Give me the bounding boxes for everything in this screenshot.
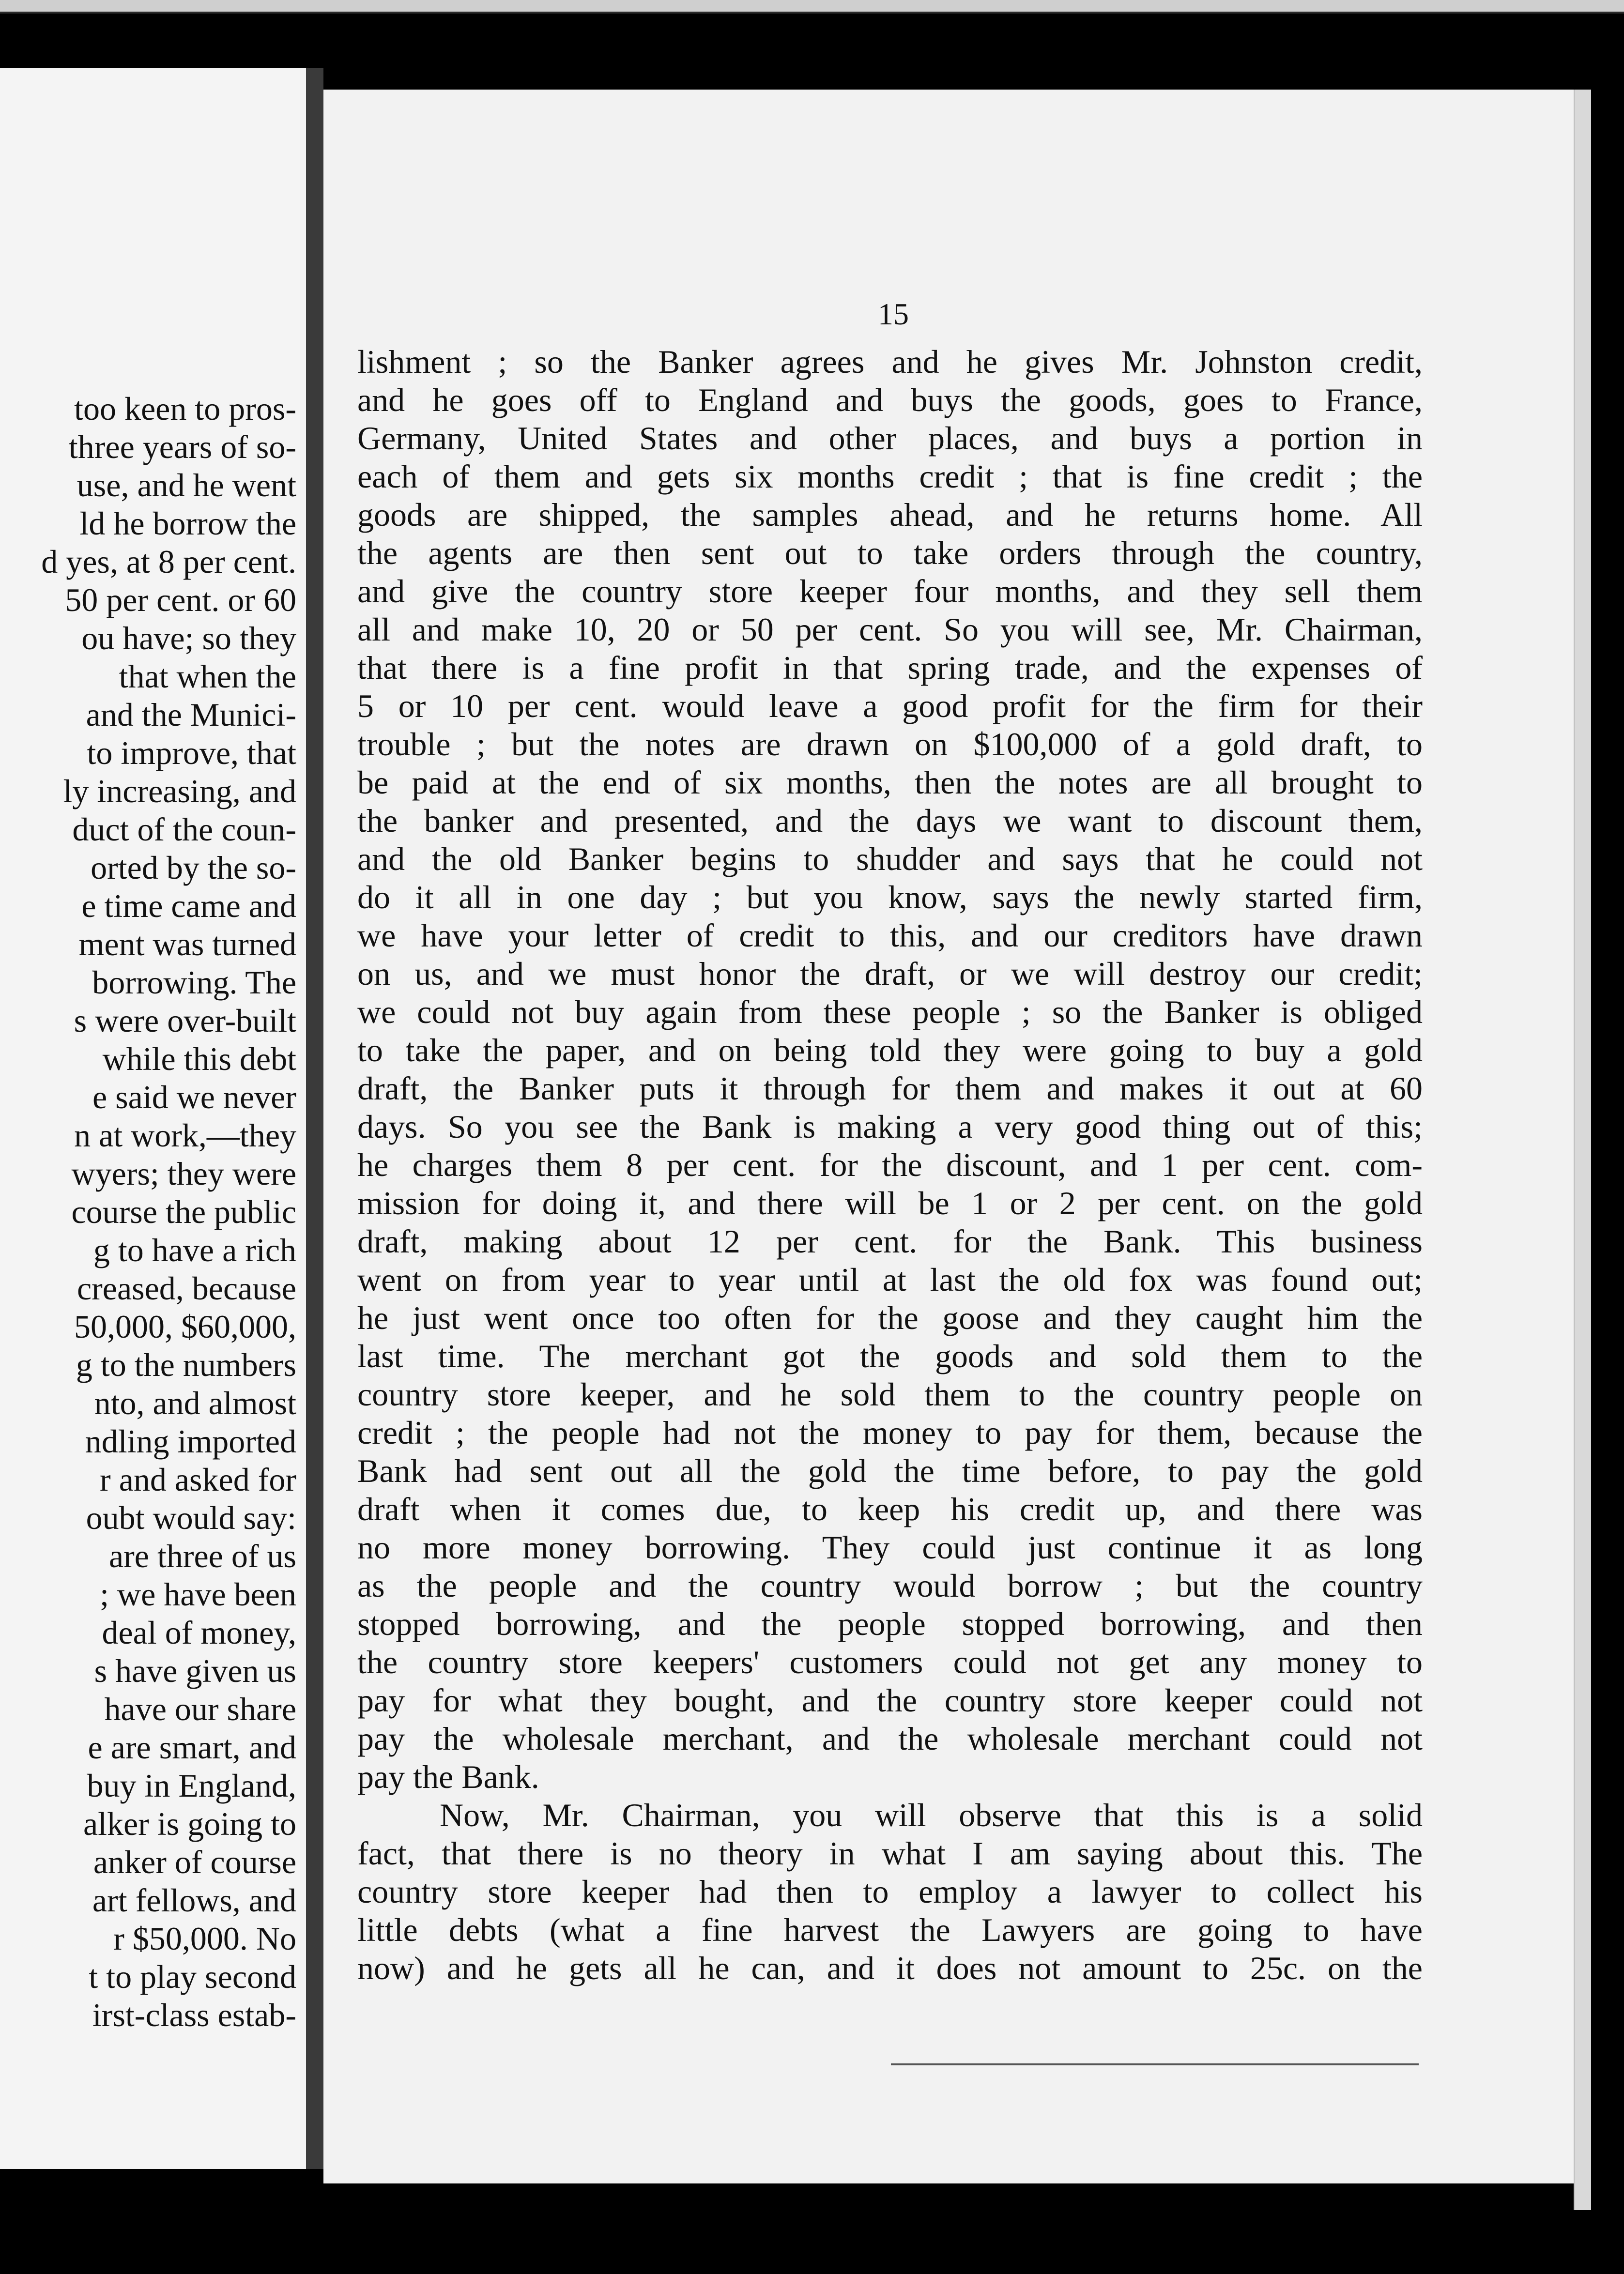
text-line: the country store keepers' customers could not get any money to xyxy=(357,1644,1423,1680)
text-line: be paid at the end of six months, then the notes are all brought to xyxy=(357,764,1423,801)
left-page-line: use, and he went xyxy=(77,467,296,504)
text-line: each of them and gets six months credit ; that is fine credit ; the xyxy=(357,458,1423,495)
left-page-line: three years of so- xyxy=(68,428,296,465)
text-line: goods are shipped, the samples ahead, and he returns home. All xyxy=(357,496,1423,533)
text-line: country store keeper had then to employ a lawyer to collect his xyxy=(357,1873,1423,1910)
left-page-line: oubt would say: xyxy=(86,1499,296,1536)
left-page-line: g to the numbers xyxy=(76,1346,296,1383)
left-page-line: are three of us xyxy=(108,1538,296,1574)
text-line: draft, the Banker puts it through for them and makes it out at 60 xyxy=(357,1070,1423,1107)
text-line: last time. The merchant got the goods and sold them to the xyxy=(357,1338,1423,1374)
left-page-line: and the Munici- xyxy=(86,696,296,733)
left-page-line: wyers; they were xyxy=(71,1155,296,1192)
left-page-line: buy in England, xyxy=(87,1767,296,1804)
text-line: to take the paper, and on being told they were going to buy a gold xyxy=(357,1032,1423,1068)
left-page-line: anker of course xyxy=(93,1844,296,1880)
text-line: pay for what they bought, and the country store keeper could not xyxy=(357,1682,1423,1719)
text-line: on us, and we must honor the draft, or we will destroy our credit; xyxy=(357,955,1423,992)
text-line: credit ; the people had not the money to pay for them, because the xyxy=(357,1414,1423,1451)
text-line: Now, Mr. Chairman, you will observe that this is a solid xyxy=(440,1797,1423,1833)
left-page-line: t to play second xyxy=(89,1958,296,1995)
left-page xyxy=(0,68,306,2169)
left-page-line: alker is going to xyxy=(83,1805,296,1842)
text-line: mission for doing it, and there will be 1 or 2 per cent. on the gold xyxy=(357,1185,1423,1221)
left-page-line: g to have a rich xyxy=(93,1232,296,1268)
text-line: Bank had sent out all the gold the time before, to pay the gold xyxy=(357,1452,1423,1489)
text-line: do it all in one day ; but you know, says the newly started firm, xyxy=(357,879,1423,916)
scan-top-strip xyxy=(0,0,1624,14)
text-line: little debts (what a fine harvest the Lawyers are going to have xyxy=(357,1911,1423,1948)
text-line: the banker and presented, and the days we want to discount them, xyxy=(357,802,1423,839)
left-page-line: nto, and almost xyxy=(94,1385,296,1421)
text-line: now) and he gets all he can, and it does not amount to 25c. on the xyxy=(357,1950,1423,1986)
text-line: the agents are then sent out to take orders through the country, xyxy=(357,534,1423,571)
left-page-line: ld he borrow the xyxy=(79,505,296,542)
left-page-line: ly increasing, and xyxy=(63,773,296,809)
text-line: stopped borrowing, and the people stopped borrowing, and then xyxy=(357,1605,1423,1642)
left-page-line: ndling imported xyxy=(85,1423,296,1460)
left-page-line: d yes, at 8 per cent. xyxy=(41,543,296,580)
left-page-line: deal of money, xyxy=(102,1614,296,1651)
text-line: went on from year to year until at last the old fox was found out; xyxy=(357,1261,1423,1298)
left-page-line: r $50,000. No xyxy=(113,1920,296,1957)
text-line: all and make 10, 20 or 50 per cent. So you will see, Mr. Chairman, xyxy=(357,611,1423,648)
left-page-line: e time came and xyxy=(81,887,296,924)
bottom-rule xyxy=(891,2063,1419,2065)
left-page-line: art fellows, and xyxy=(92,1882,296,1919)
left-page-line: course the public xyxy=(71,1193,296,1230)
left-page-line: orted by the so- xyxy=(91,849,296,886)
text-line: trouble ; but the notes are drawn on $100,000 of a gold draft, to xyxy=(357,726,1423,763)
left-page-line: irst-class estab- xyxy=(92,1997,296,2033)
page-edge xyxy=(1574,90,1591,2210)
text-line: that there is a fine profit in that spring trade, and the expenses of xyxy=(357,649,1423,686)
left-page-line: n at work,—they xyxy=(74,1117,296,1154)
book-gutter xyxy=(306,68,323,2169)
text-line: no more money borrowing. They could just continue it as long xyxy=(357,1529,1423,1566)
text-line: we have your letter of credit to this, and our creditors have drawn xyxy=(357,917,1423,954)
left-page-line: r and asked for xyxy=(100,1461,296,1498)
text-line: and he goes off to England and buys the goods, goes to France, xyxy=(357,382,1423,418)
text-line: we could not buy again from these people ; so the Banker is obliged xyxy=(357,993,1423,1030)
text-line: he charges them 8 per cent. for the discount, and 1 per cent. com- xyxy=(357,1146,1423,1183)
text-line: pay the wholesale merchant, and the wholesale merchant could not xyxy=(357,1720,1423,1757)
text-line: draft when it comes due, to keep his credit up, and there was xyxy=(357,1491,1423,1527)
left-page-line: s have given us xyxy=(94,1652,296,1689)
left-page-line: 50 per cent. or 60 xyxy=(65,581,296,618)
left-page-line: borrowing. The xyxy=(92,964,296,1001)
left-page-line: 50,000, $60,000, xyxy=(74,1308,296,1345)
text-line: draft, making about 12 per cent. for the Bank. This business xyxy=(357,1223,1423,1260)
left-page-line: duct of the coun- xyxy=(72,811,296,848)
left-page-line: to improve, that xyxy=(87,734,296,771)
text-line: he just went once too often for the goose and they caught him the xyxy=(357,1299,1423,1336)
left-page-line: e are smart, and xyxy=(88,1729,296,1766)
text-line: lishment ; so the Banker agrees and he gives Mr. Johnston credit, xyxy=(357,343,1423,380)
text-line: days. So you see the Bank is making a very good thing out of this; xyxy=(357,1108,1423,1145)
text-line: country store keeper, and he sold them to the country people on xyxy=(357,1376,1423,1413)
text-line: Germany, United States and other places, and buys a portion in xyxy=(357,420,1423,457)
left-page-line: ment was turned xyxy=(78,926,296,962)
left-page-line: creased, because xyxy=(77,1270,296,1307)
left-page-line: have our share xyxy=(104,1691,296,1727)
left-page-line: ou have; so they xyxy=(81,620,296,656)
left-page-line: too keen to pros- xyxy=(74,390,296,427)
text-line: and the old Banker begins to shudder and says that he could not xyxy=(357,840,1423,877)
text-line: pay the Bank. xyxy=(357,1758,539,1795)
left-page-line: s were over-built xyxy=(74,1002,296,1039)
text-line: 5 or 10 per cent. would leave a good profit for the firm for their xyxy=(357,687,1423,724)
left-page-line: e said we never xyxy=(92,1079,296,1115)
left-page-line: that when the xyxy=(119,658,296,695)
text-line: fact, that there is no theory in what I am saying about this. The xyxy=(357,1835,1423,1872)
text-line: as the people and the country would borrow ; but the country xyxy=(357,1567,1423,1604)
body-text xyxy=(357,343,1423,1987)
left-page-line: while this debt xyxy=(102,1040,296,1077)
page-number: 15 xyxy=(878,297,909,331)
text-line: and give the country store keeper four months, and they sell them xyxy=(357,573,1423,610)
left-page-line: ; we have been xyxy=(100,1576,296,1613)
